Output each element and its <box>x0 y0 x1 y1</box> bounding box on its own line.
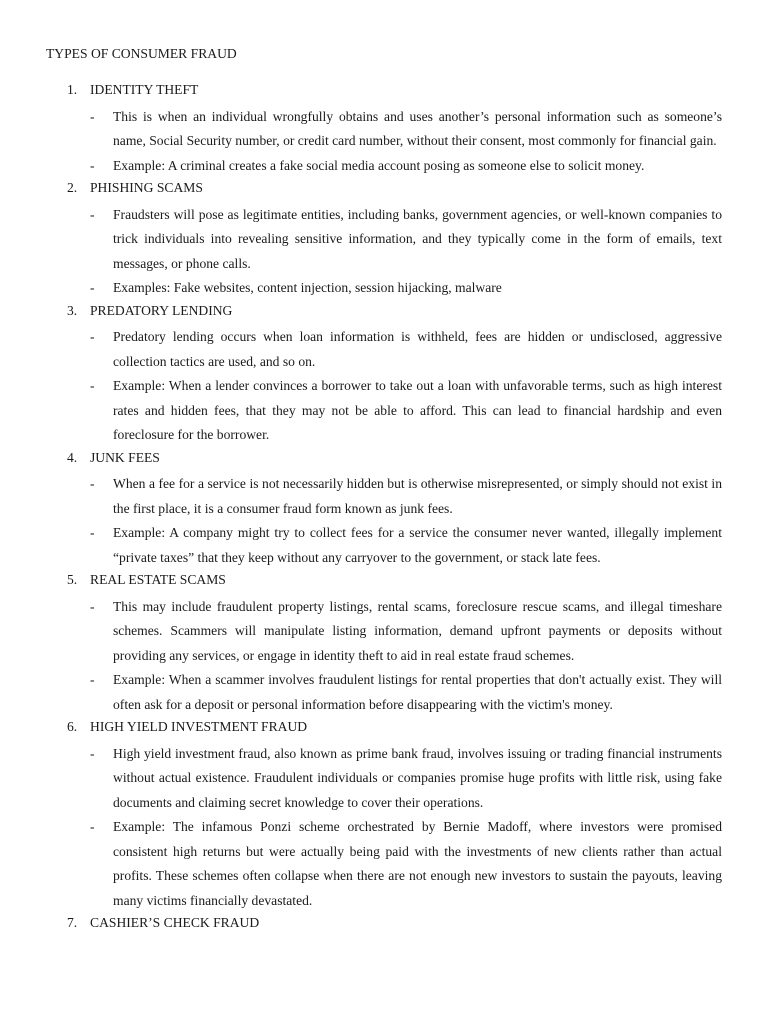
item-text: This may include fraudulent property listings, rental scams, foreclosure rescue scams, and illegal timeshare schemes. Scammers will manipulate listing information, demand upfront payments or deposits without providing any services, or engage in identity theft to aid in real estate fraud schemes. <box>113 598 722 663</box>
item-text: This is when an individual wrongfully obtains and uses another’s personal information such as someone’s name, Social Security number, or credit card number, without their consent, most commonly for financial gain. <box>113 108 722 148</box>
section-title: IDENTITY THEFT <box>90 82 199 97</box>
section-junk-fees <box>0 448 768 571</box>
item-text: Example: When a lender convinces a borrower to take out a loan with unfavorable terms, such as high interest rates and hidden fees, that they may not be able to afford. This can lead to financial hardship and even foreclosure for the borrower. <box>113 378 722 442</box>
list-item <box>90 742 722 816</box>
list-item <box>90 154 722 179</box>
list-item <box>90 325 722 374</box>
section-title: REAL ESTATE SCAMS <box>90 572 226 587</box>
item-text: Example: A company might try to collect fees for a service the consumer never wanted, illegally implement “private taxes” that they keep without any carryover to the government, or stack late fees. <box>113 525 722 565</box>
item-text: Fraudsters will pose as legitimate entities, including banks, government agencies, or well-known companies to trick individuals into revealing sensitive information, and they typically come in the form of emails, text messages, or phone calls. <box>113 206 722 271</box>
section-heading <box>0 178 768 203</box>
section-identity-theft <box>0 80 768 178</box>
dash-bullet: - <box>90 598 95 614</box>
dash-bullet: - <box>90 745 95 761</box>
document-title: TYPES OF CONSUMER FRAUD <box>46 46 237 61</box>
section-number: 4. <box>67 449 78 465</box>
dash-bullet: - <box>90 378 95 393</box>
item-text: When a fee for a service is not necessarily hidden but is otherwise misrepresented, or simply should not exist in the first place, it is a consumer fraud form known as junk fees. <box>113 476 722 516</box>
list-item <box>90 472 722 521</box>
section-title: CASHIER’S CHECK FRAUD <box>90 915 260 930</box>
fraud-types-list <box>0 80 768 938</box>
section-number: 1. <box>67 82 78 97</box>
section-predatory-lending <box>0 301 768 448</box>
section-heading <box>0 448 768 473</box>
section-cashiers-check-fraud <box>0 913 768 938</box>
section-high-yield-investment-fraud <box>0 717 768 913</box>
list-item <box>90 521 722 570</box>
dash-bullet: - <box>90 819 95 834</box>
dash-bullet: - <box>90 206 95 222</box>
item-text: Examples: Fake websites, content injection, session hijacking, malware <box>113 280 502 295</box>
dash-bullet: - <box>90 672 95 687</box>
section-heading <box>0 717 768 742</box>
section-title: PHISHING SCAMS <box>90 180 203 195</box>
item-text: Example: A criminal creates a fake social media account posing as someone else to solicit money. <box>113 157 645 173</box>
list-item <box>90 276 722 301</box>
list-item <box>90 595 722 669</box>
list-item <box>90 203 722 277</box>
item-text: Predatory lending occurs when loan information is withheld, fees are hidden or undisclosed, aggressive collection tactics are used, and so on. <box>113 329 722 369</box>
list-item <box>90 374 722 448</box>
dash-bullet: - <box>90 157 95 173</box>
dash-bullet: - <box>90 108 95 124</box>
item-text: Example: The infamous Ponzi scheme orchestrated by Bernie Madoff, where investors were promised consistent high returns but were actually being paid with the investments of new clients rather than actual profits. These schemes often collapse when there are not enough new investors to sustain the payouts, leaving many victims financially devastated. <box>113 819 722 908</box>
list-item <box>90 105 722 154</box>
item-text: High yield investment fraud, also known as prime bank fraud, involves issuing or trading financial instruments without actual existence. Fraudulent individuals or companies promise huge profits with little risk, using fake documents and claiming secret knowledge to cover their operations. <box>113 745 722 810</box>
section-number: 3. <box>67 302 78 318</box>
section-number: 6. <box>67 719 78 734</box>
section-title: HIGH YIELD INVESTMENT FRAUD <box>90 719 308 734</box>
section-heading <box>0 80 768 105</box>
section-title: JUNK FEES <box>90 449 160 465</box>
dash-bullet: - <box>90 476 95 491</box>
section-phishing-scams <box>0 178 768 301</box>
dash-bullet: - <box>90 329 95 344</box>
section-title: PREDATORY LENDING <box>90 302 233 318</box>
dash-bullet: - <box>90 280 95 295</box>
dash-bullet: - <box>90 525 95 540</box>
section-heading <box>0 301 768 326</box>
section-number: 7. <box>67 915 78 930</box>
list-item <box>90 815 722 913</box>
section-heading <box>0 913 768 938</box>
section-number: 2. <box>67 180 78 195</box>
section-number: 5. <box>67 572 78 587</box>
section-real-estate-scams <box>0 570 768 717</box>
list-item <box>90 668 722 717</box>
item-text: Example: When a scammer involves fraudulent listings for rental properties that don't actually exist. They will often ask for a deposit or personal information before disappearing with the victim's money. <box>113 672 722 712</box>
section-heading <box>0 570 768 595</box>
